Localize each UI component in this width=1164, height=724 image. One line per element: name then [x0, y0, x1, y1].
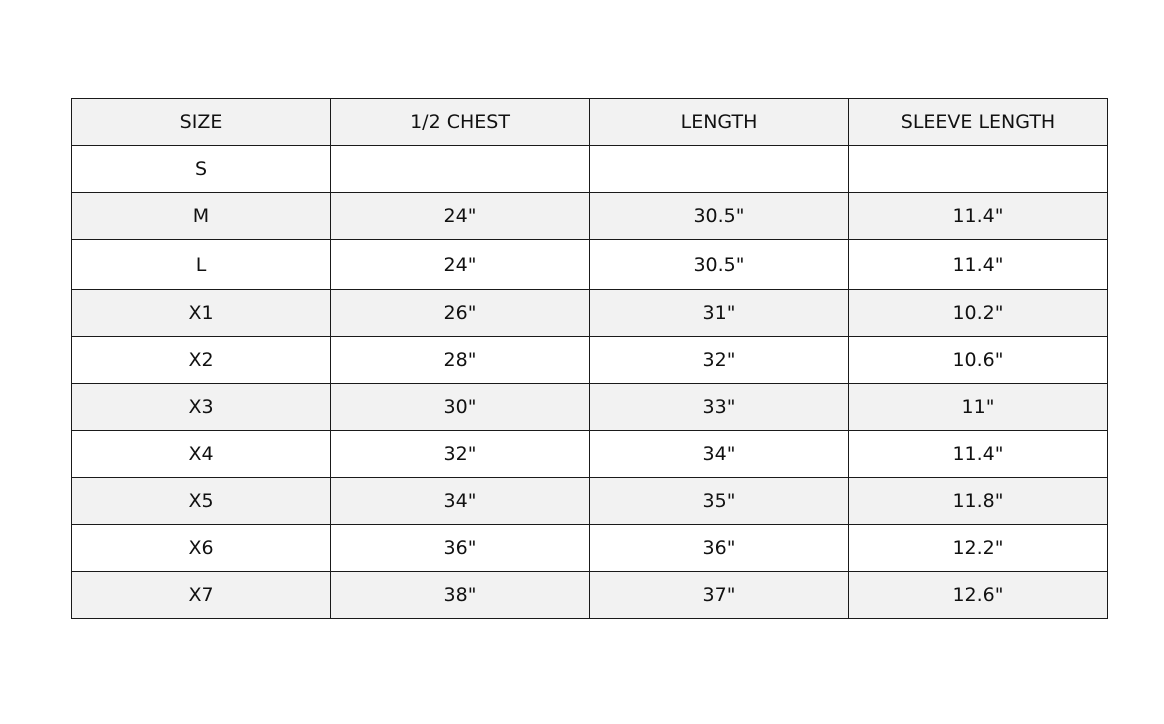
- cell-length: 32": [590, 337, 849, 384]
- cell-length: 37": [590, 572, 849, 619]
- table-row: [72, 290, 1108, 337]
- cell-half-chest: 34": [331, 478, 590, 525]
- table-row: [72, 384, 1108, 431]
- cell-size: S: [72, 146, 331, 193]
- cell-half-chest: 28": [331, 337, 590, 384]
- size-chart-table: [71, 98, 1108, 619]
- header-size: SIZE: [72, 99, 331, 146]
- cell-length: 33": [590, 384, 849, 431]
- header-half-chest: 1/2 CHEST: [331, 99, 590, 146]
- cell-size: X7: [72, 572, 331, 619]
- table-row: [72, 337, 1108, 384]
- cell-sleeve-length: 10.6": [849, 337, 1108, 384]
- table-row: [72, 478, 1108, 525]
- cell-sleeve-length: 12.6": [849, 572, 1108, 619]
- cell-size: X1: [72, 290, 331, 337]
- cell-length: 31": [590, 290, 849, 337]
- cell-sleeve-length: 11.8": [849, 478, 1108, 525]
- cell-size: X4: [72, 431, 331, 478]
- table-row: [72, 572, 1108, 619]
- table-header: [72, 99, 1108, 146]
- cell-length: 35": [590, 478, 849, 525]
- cell-size: X2: [72, 337, 331, 384]
- cell-sleeve-length: 11": [849, 384, 1108, 431]
- cell-half-chest: 36": [331, 525, 590, 572]
- cell-half-chest: 24": [331, 240, 590, 290]
- header-row: [72, 99, 1108, 146]
- cell-half-chest: 30": [331, 384, 590, 431]
- cell-sleeve-length: [849, 146, 1108, 193]
- table-row: [72, 431, 1108, 478]
- cell-sleeve-length: 10.2": [849, 290, 1108, 337]
- cell-half-chest: [331, 146, 590, 193]
- cell-length: 34": [590, 431, 849, 478]
- cell-size: X3: [72, 384, 331, 431]
- cell-half-chest: 38": [331, 572, 590, 619]
- cell-half-chest: 26": [331, 290, 590, 337]
- header-length: LENGTH: [590, 99, 849, 146]
- cell-size: X5: [72, 478, 331, 525]
- cell-size: X6: [72, 525, 331, 572]
- cell-length: 30.5": [590, 193, 849, 240]
- cell-size: L: [72, 240, 331, 290]
- cell-half-chest: 24": [331, 193, 590, 240]
- cell-sleeve-length: 12.2": [849, 525, 1108, 572]
- cell-sleeve-length: 11.4": [849, 431, 1108, 478]
- cell-length: [590, 146, 849, 193]
- cell-length: 36": [590, 525, 849, 572]
- cell-sleeve-length: 11.4": [849, 193, 1108, 240]
- table-row: [72, 193, 1108, 240]
- table-body: [72, 146, 1108, 619]
- header-sleeve-length: SLEEVE LENGTH: [849, 99, 1108, 146]
- cell-length: 30.5": [590, 240, 849, 290]
- cell-sleeve-length: 11.4": [849, 240, 1108, 290]
- cell-size: M: [72, 193, 331, 240]
- cell-half-chest: 32": [331, 431, 590, 478]
- table-row: [72, 240, 1108, 290]
- table-row: [72, 525, 1108, 572]
- table-row: [72, 146, 1108, 193]
